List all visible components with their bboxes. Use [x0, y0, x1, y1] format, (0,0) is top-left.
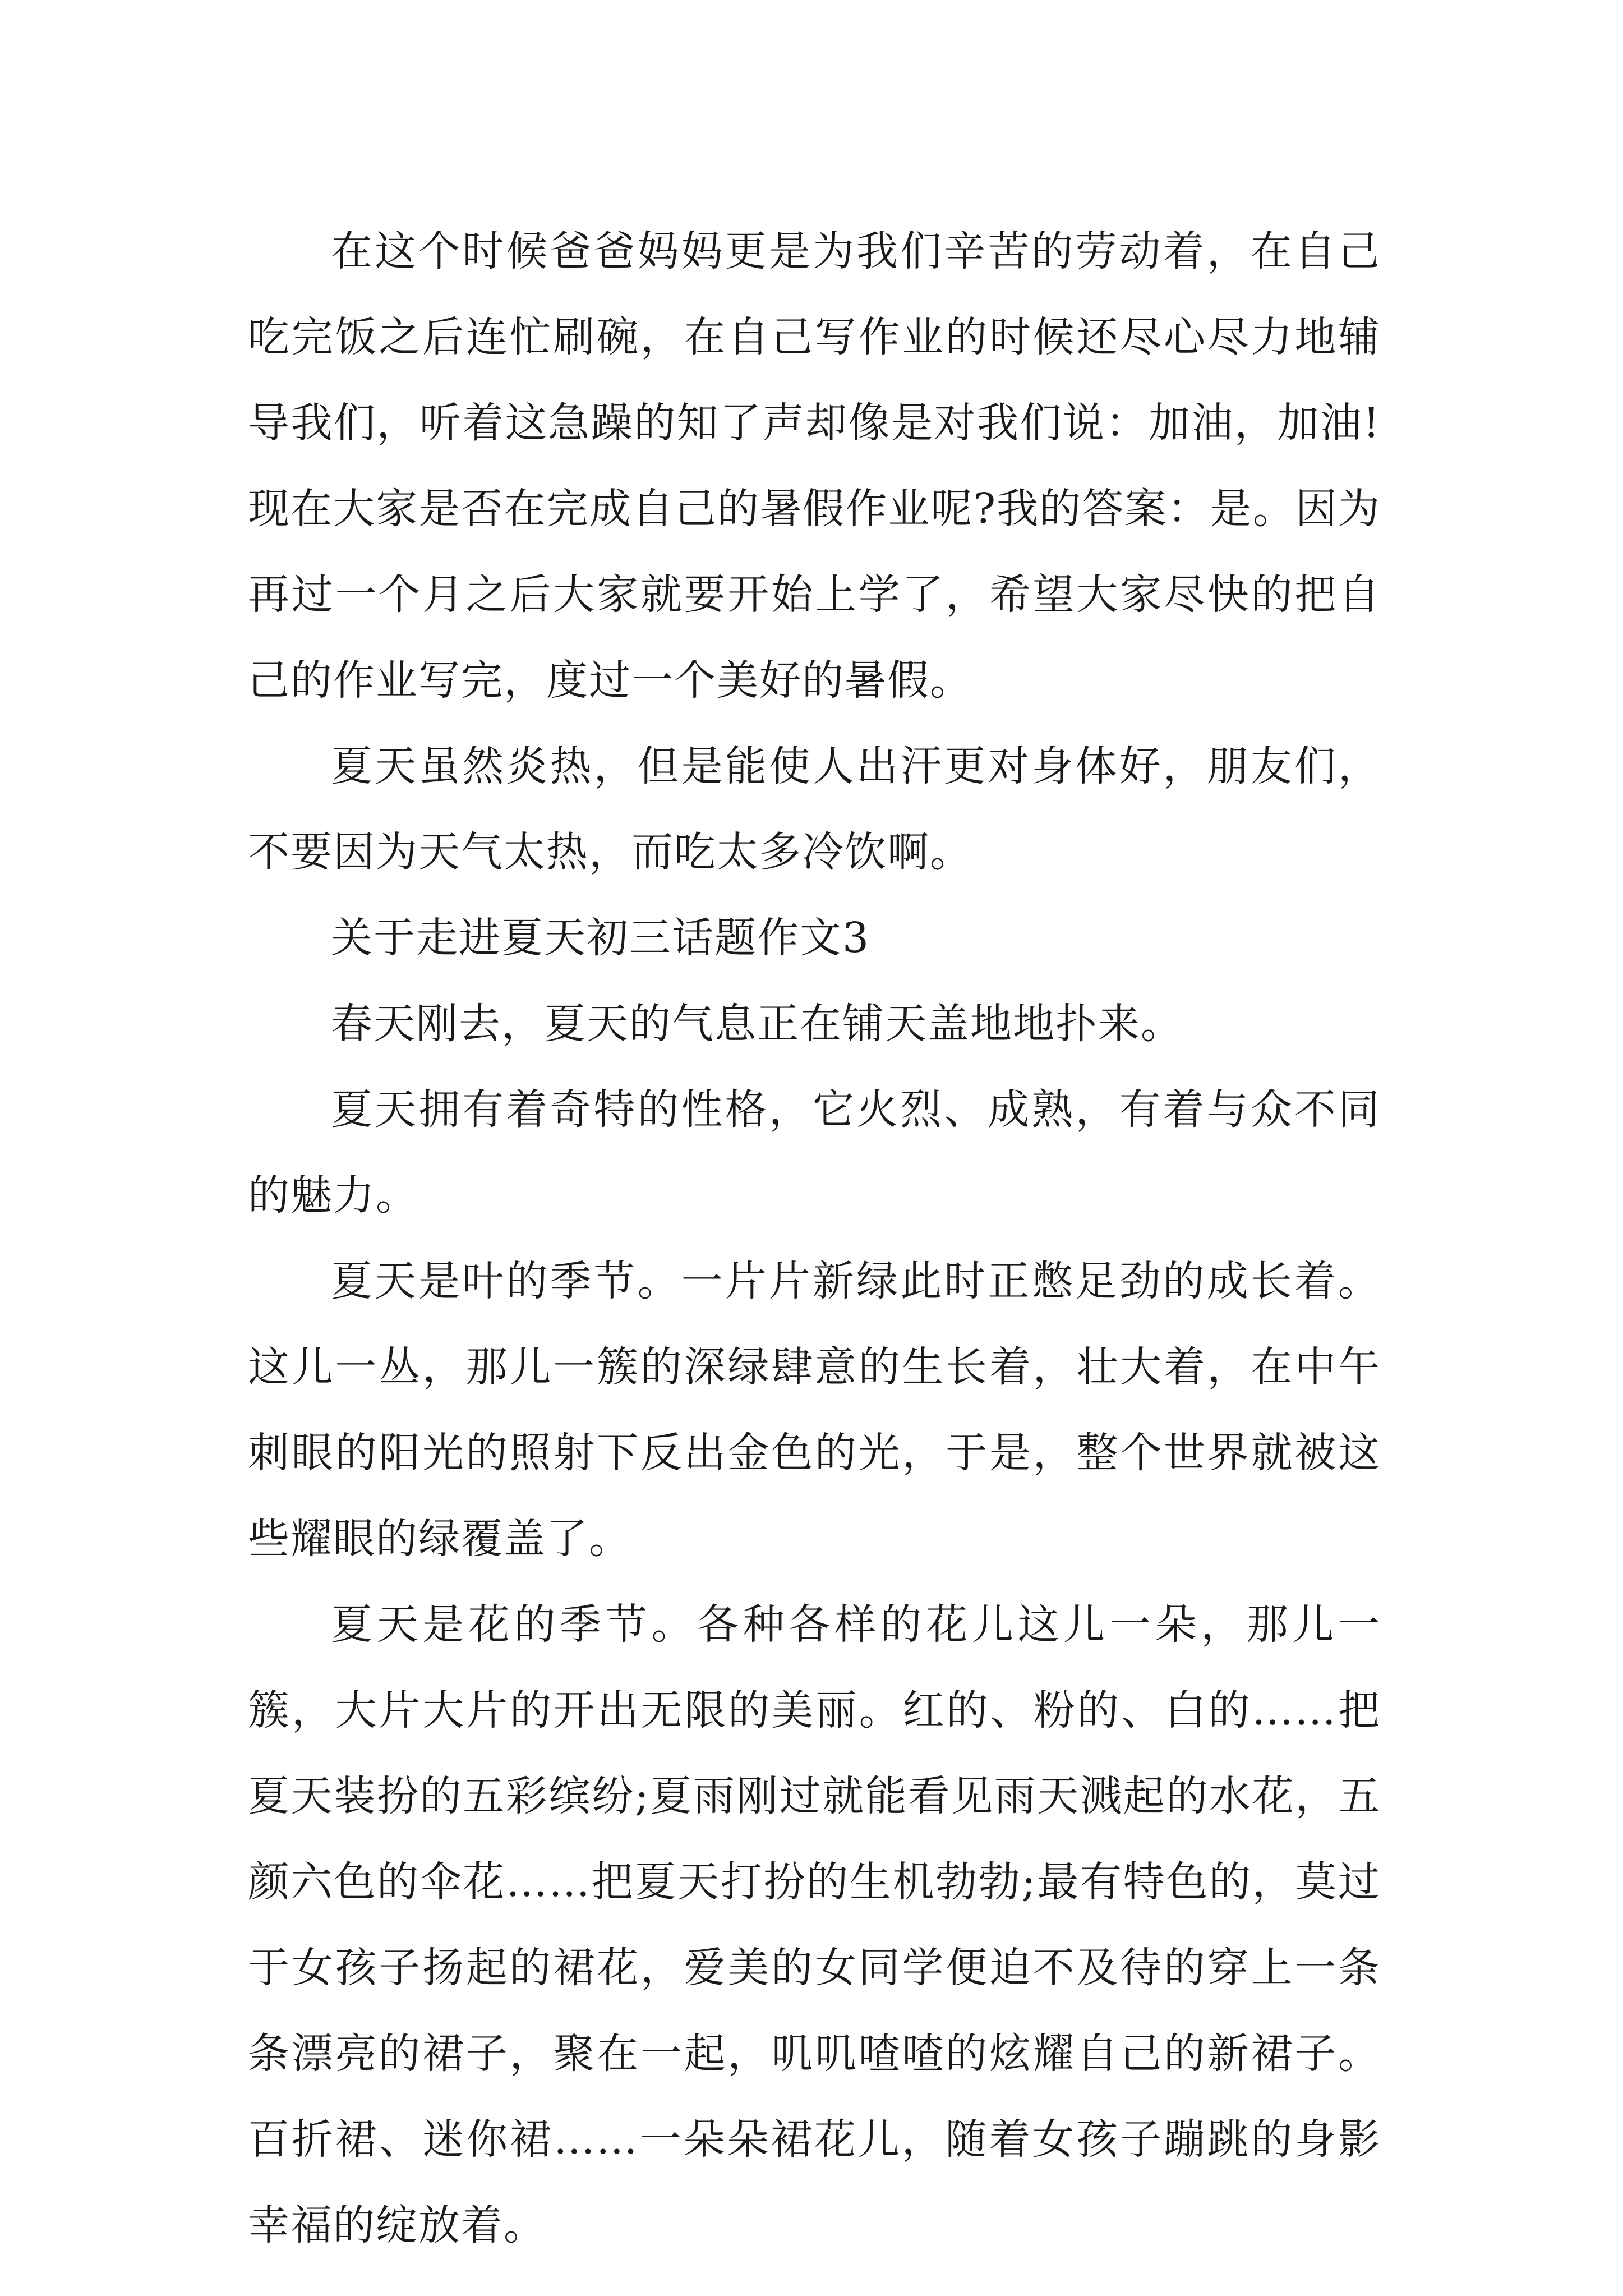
- paragraph-flower-season: 夏天是花的季节。各种各样的花儿这儿一朵，那儿一簇，大片大片的开出无限的美丽。红的、粉的、白的……把夏天装扮的五彩缤纷;夏雨刚过就能看见雨天溅起的水花，五颜六色的伞花……把夏天打扮的生机勃勃;最有特色的，莫过于女孩子扬起的裙花，爱美的女同学便迫不及待的穿上一条条漂亮的裙子，聚在一起，叽叽喳喳的炫耀自己的新裙子。百折裙、迷你裙……一朵朵裙花儿，随着女孩子蹦跳的身影幸福的绽放着。: [248, 1600, 1381, 2249]
- paragraph-summer-character: 夏天拥有着奇特的性格，它火烈、成熟，有着与众不同的魅力。: [248, 1085, 1381, 1220]
- essay-title: 关于走进夏天初三话题作文3: [331, 914, 870, 962]
- document-body: [248, 209, 1381, 2269]
- paragraph-spring-gone: 春天刚去，夏天的气息正在铺天盖地地扑来。: [331, 1000, 1183, 1048]
- paragraph-leaf-season: 夏天是叶的季节。一片片新绿此时正憋足劲的成长着。这儿一丛，那儿一簇的深绿肆意的生长着，壮大着，在中午刺眼的阳光的照射下反出金色的光，于是，整个世界就被这些耀眼的绿覆盖了。: [248, 1257, 1381, 1563]
- paragraph-summer-heat: 夏天虽然炎热，但是能使人出汗更对身体好，朋友们，不要因为天气太热，而吃太多冷饮啊。: [248, 742, 1381, 876]
- paragraph-parents-help: 在这个时候爸爸妈妈更是为我们辛苦的劳动着，在自己吃完饭之后连忙刷碗，在自己写作业的时候还尽心尽力地辅导我们，听着这急躁的知了声却像是对我们说：加油，加油!现在大家是否在完成自己的暑假作业呢?我的答案：是。因为再过一个月之后大家就要开始上学了，希望大家尽快的把自己的作业写完，度过一个美好的暑假。: [248, 227, 1381, 705]
